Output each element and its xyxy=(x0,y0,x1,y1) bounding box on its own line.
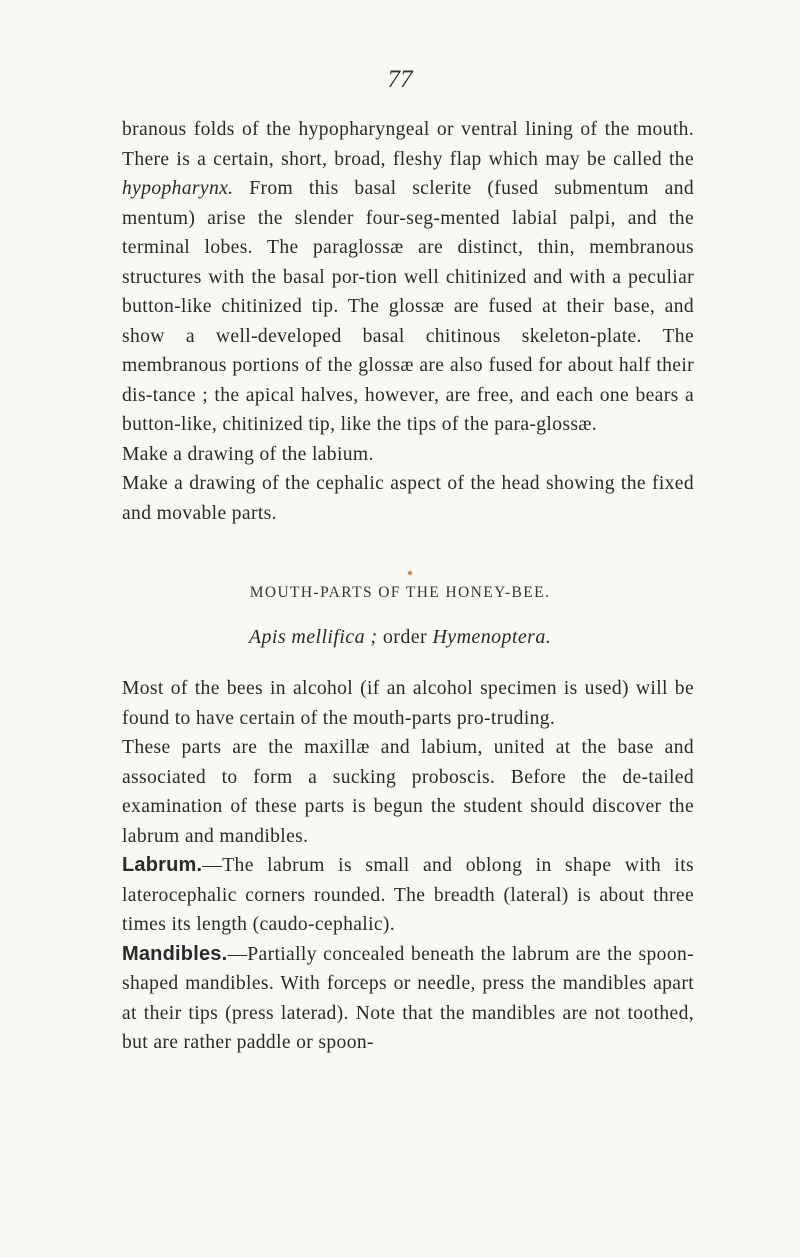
paragraph-specimen: Most of the bees in alcohol (if an alcohol specimen is used) will be found to have certain of the mouth-parts pro-truding. xyxy=(122,678,694,729)
term-hypopharynx: hypopharynx. xyxy=(122,178,234,199)
paragraph-mandibles xyxy=(122,940,694,1058)
order-word: order xyxy=(382,626,428,648)
mandibles-text: —Partially concealed beneath the labrum are the spoon-shaped mandibles. With forceps or needle, press the mandibles apart at their tips (press laterad). Note that the mandibles are not toothed, but are rather paddle or spoon- xyxy=(122,943,694,1053)
printer-mark xyxy=(407,570,413,576)
order-name: Hymenoptera. xyxy=(432,626,552,648)
line-1: branous folds of the hypopharyngeal or ventral lining of the xyxy=(122,119,630,140)
labrum-text: —The labrum is small and oblong in shape with its laterocephalic corners rounded. The breadth (lateral) is about three times its length (caudo-cephalic). xyxy=(122,855,694,935)
section-heading: MOUTH-PARTS OF THE HONEY-BEE. xyxy=(249,584,551,601)
instruction-draw-labium: Make a drawing of the labium. xyxy=(122,443,374,465)
instruction-draw-head: Make a drawing of the cephalic aspect of the head showing the fixed and movable parts. xyxy=(122,473,694,524)
labrum-heading: Labrum. xyxy=(122,854,203,876)
text-run: may be called the xyxy=(545,148,694,170)
paragraph-labrum xyxy=(122,851,694,940)
species-name: Apis mellifica ; xyxy=(248,626,378,648)
section-1-text xyxy=(122,115,694,528)
paragraph-labium-description xyxy=(122,115,694,440)
section-2-text xyxy=(122,674,694,1058)
species-line xyxy=(0,626,800,649)
mandibles-heading: Mandibles. xyxy=(122,942,228,965)
paragraph-proboscis: These parts are the maxillæ and labium, united at the base and associated to form a sucking proboscis. Before the de-tailed examination of these parts is begun the student should discover the labrum and mandibles. xyxy=(122,737,694,847)
page-number: 77 xyxy=(387,66,413,93)
line-2: mouth. There is a certain, short, broad, fleshy flap which xyxy=(122,119,695,170)
text-run: From this basal sclerite (fused submentum and mentum) arise the slender four-seg-mented labial palpi, and the terminal lobes. The paraglossæ are distinct, thin, membranous structures with the basal por-tion well chitinized and with a peculiar button-like chitinized tip. The glossæ are fused at their base, and show a well-developed basal chitinous skeleton-plate. The membranous portions of the glossæ are also fused for about half their dis-tance ; the apical halves, however, are free, and each one bears a button-like, chitinized tip, like the tips of the para-glossæ. xyxy=(122,178,694,435)
